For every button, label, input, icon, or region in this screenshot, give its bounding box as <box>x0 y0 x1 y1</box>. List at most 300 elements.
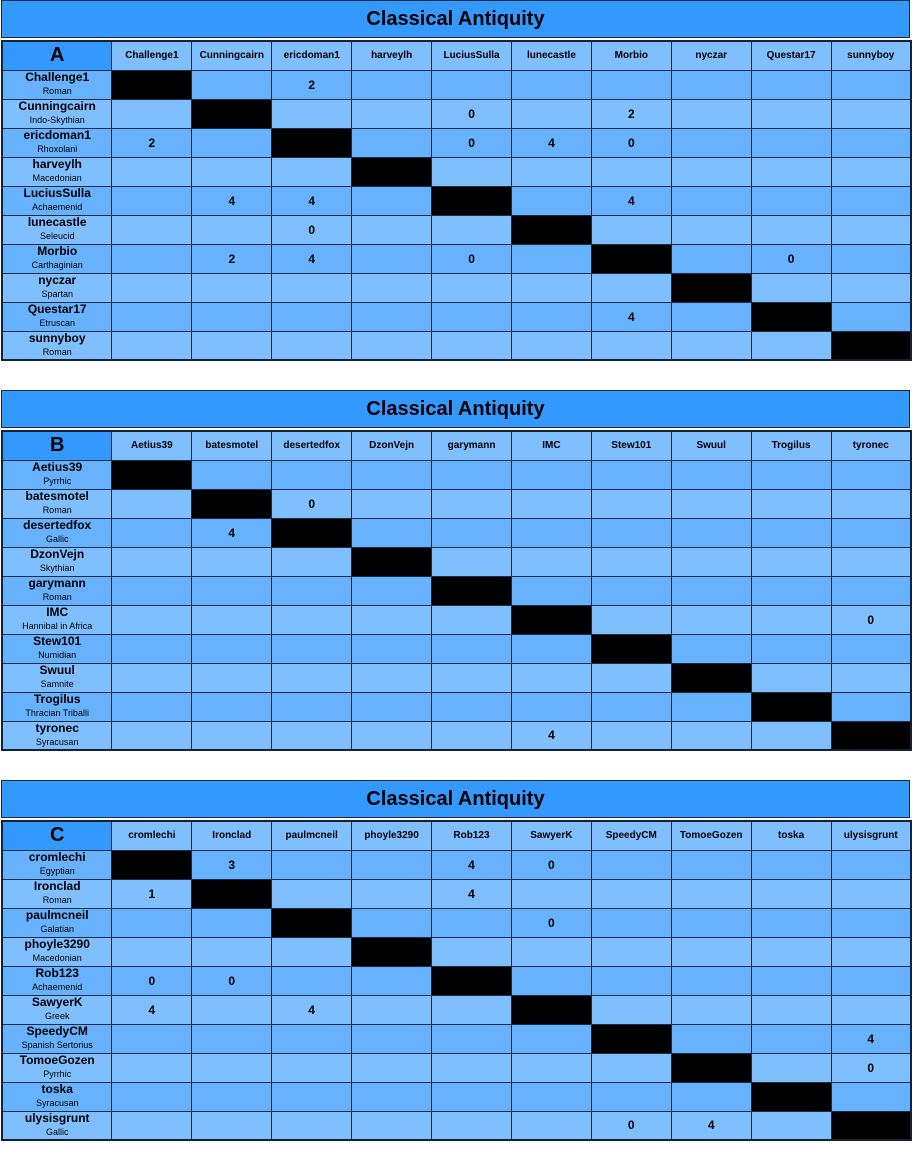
table-row <box>2 244 911 273</box>
result-cell: 4 <box>192 186 272 215</box>
result-cell <box>352 331 432 360</box>
result-cell <box>751 1024 831 1053</box>
result-cell <box>192 1111 272 1140</box>
diagonal-cell <box>591 244 671 273</box>
player-faction: Samnite <box>40 679 74 689</box>
result-cell <box>352 850 432 879</box>
player-name: ulysisgrunt <box>24 1110 90 1125</box>
diagonal-cell <box>831 721 911 750</box>
row-player <box>2 99 112 128</box>
group-letter: B <box>2 431 112 460</box>
diagonal-cell <box>112 460 192 489</box>
player-faction: Egyptian <box>39 866 75 876</box>
player-name: TomoeGozen <box>19 1053 95 1067</box>
result-cell <box>352 692 432 721</box>
result-cell <box>192 995 272 1024</box>
result-cell <box>192 721 272 750</box>
row-player <box>2 1053 112 1082</box>
result-cell <box>512 692 592 721</box>
result-cell <box>192 273 272 302</box>
table-row <box>2 966 911 995</box>
result-cell: 2 <box>272 70 352 99</box>
result-cell <box>671 879 751 908</box>
result-cell <box>432 721 512 750</box>
table-row <box>2 721 911 750</box>
header-row <box>2 821 911 850</box>
result-cell <box>112 186 192 215</box>
row-player <box>2 692 112 721</box>
player-faction: Numidian <box>38 650 77 660</box>
result-cell <box>831 576 911 605</box>
result-cell <box>511 1053 591 1082</box>
column-header: garymann <box>432 431 512 460</box>
result-cell <box>352 273 432 302</box>
result-cell <box>352 1082 432 1111</box>
result-cell: 0 <box>272 489 352 518</box>
diagonal-cell <box>192 879 272 908</box>
result-cell <box>831 186 911 215</box>
diagonal-cell <box>671 273 751 302</box>
column-header: ericdoman1 <box>272 41 352 70</box>
diagonal-cell <box>432 186 512 215</box>
result-cell <box>352 99 432 128</box>
table-row <box>2 302 911 331</box>
result-cell <box>591 692 671 721</box>
result-cell: 2 <box>591 99 671 128</box>
result-cell <box>671 186 751 215</box>
player-name: IMC <box>46 605 69 619</box>
row-player <box>2 128 112 157</box>
result-cell <box>751 995 831 1024</box>
result-cell <box>432 937 512 966</box>
results-table <box>1 820 912 1141</box>
player-faction: Achaemenid <box>32 202 83 212</box>
result-cell <box>591 908 671 937</box>
row-player <box>2 634 112 663</box>
result-cell: 4 <box>192 518 272 547</box>
result-cell <box>272 273 352 302</box>
result-cell <box>432 692 512 721</box>
column-header: tyronec <box>831 431 911 460</box>
result-cell <box>831 663 911 692</box>
result-cell <box>272 1053 352 1082</box>
player-name: Ironclad <box>33 879 81 893</box>
result-cell <box>671 460 751 489</box>
result-cell <box>831 547 911 576</box>
result-cell <box>831 273 911 302</box>
result-cell <box>591 966 671 995</box>
result-cell <box>112 663 192 692</box>
result-cell: 1 <box>112 879 192 908</box>
result-cell <box>352 1024 432 1053</box>
player-faction: Seleucid <box>39 231 75 241</box>
result-cell <box>671 1024 751 1053</box>
result-cell <box>352 215 432 244</box>
player-faction: Carthaginian <box>31 260 83 270</box>
row-player <box>2 721 112 750</box>
result-cell <box>272 157 352 186</box>
player-name: Challenge1 <box>25 70 90 84</box>
result-cell <box>671 70 751 99</box>
result-cell <box>512 331 592 360</box>
result-cell <box>591 605 671 634</box>
player-name: SawyerK <box>31 995 83 1009</box>
result-cell <box>432 518 512 547</box>
result-cell <box>751 937 831 966</box>
result-cell <box>511 937 591 966</box>
player-name: Trogilus <box>33 692 81 706</box>
column-header: Rob123 <box>432 821 512 850</box>
result-cell <box>352 1111 432 1140</box>
player-faction: Macedonian <box>32 173 82 183</box>
column-header: paulmcneil <box>272 821 352 850</box>
result-cell <box>671 937 751 966</box>
row-player <box>2 331 112 360</box>
row-player <box>2 302 112 331</box>
result-cell <box>272 460 352 489</box>
player-name: cromlechi <box>28 850 86 864</box>
player-faction: Gallic <box>45 1126 69 1137</box>
result-cell <box>272 1024 352 1053</box>
result-cell <box>352 634 432 663</box>
result-cell: 0 <box>432 244 512 273</box>
table-row <box>2 128 911 157</box>
diagonal-cell <box>751 302 831 331</box>
column-header: ulysisgrunt <box>831 821 911 850</box>
player-faction: Pyrrhic <box>43 476 72 486</box>
diagonal-cell <box>192 489 272 518</box>
result-cell <box>352 1053 432 1082</box>
result-cell <box>432 605 512 634</box>
result-cell <box>352 70 432 99</box>
result-cell <box>671 995 751 1024</box>
column-header: toska <box>751 821 831 850</box>
table-row <box>2 99 911 128</box>
diagonal-cell <box>671 1053 751 1082</box>
result-cell <box>511 1024 591 1053</box>
result-cell <box>591 937 671 966</box>
result-cell <box>671 215 751 244</box>
result-cell <box>352 908 432 937</box>
result-cell <box>192 576 272 605</box>
group-title: Classical Antiquity <box>1 780 910 818</box>
result-cell: 4 <box>671 1111 751 1140</box>
result-cell <box>112 518 192 547</box>
result-cell <box>352 518 432 547</box>
player-faction: Greek <box>44 1011 70 1021</box>
table-row <box>2 547 911 576</box>
result-cell <box>192 1053 272 1082</box>
table-row <box>2 634 911 663</box>
table-row <box>2 460 911 489</box>
result-cell <box>751 331 831 360</box>
result-cell: 4 <box>591 186 671 215</box>
result-cell <box>272 547 352 576</box>
result-cell <box>591 331 671 360</box>
result-cell: 0 <box>591 128 671 157</box>
result-cell <box>432 157 512 186</box>
row-player <box>2 576 112 605</box>
result-cell <box>671 605 751 634</box>
diagonal-cell <box>831 331 911 360</box>
result-cell <box>352 302 432 331</box>
result-cell <box>512 244 592 273</box>
player-faction: Indo-Skythian <box>29 115 85 125</box>
player-name: Swuul <box>39 663 75 677</box>
player-name: garymann <box>28 576 86 590</box>
result-cell <box>192 1082 272 1111</box>
row-player <box>2 663 112 692</box>
result-cell: 3 <box>192 850 272 879</box>
result-cell: 0 <box>831 605 911 634</box>
result-cell <box>272 1082 352 1111</box>
result-cell <box>831 157 911 186</box>
player-name: desertedfox <box>23 518 92 532</box>
result-cell <box>432 1053 512 1082</box>
player-faction: Thracian Triballi <box>25 708 89 718</box>
row-player <box>2 966 112 995</box>
player-name: Questar17 <box>27 302 87 316</box>
row-player <box>2 1111 112 1140</box>
player-name: Aetius39 <box>32 460 83 474</box>
table-row <box>2 1082 911 1111</box>
result-cell <box>591 489 671 518</box>
result-cell <box>192 663 272 692</box>
result-cell <box>751 850 831 879</box>
column-header: Ironclad <box>192 821 272 850</box>
column-header: batesmotel <box>192 431 272 460</box>
result-cell: 4 <box>432 879 512 908</box>
table-row <box>2 186 911 215</box>
result-cell: 4 <box>272 995 352 1024</box>
table-row <box>2 850 911 879</box>
player-name: Stew101 <box>33 634 82 648</box>
result-cell <box>272 634 352 663</box>
table-row <box>2 273 911 302</box>
result-cell <box>591 663 671 692</box>
result-cell <box>671 634 751 663</box>
result-cell <box>671 908 751 937</box>
result-cell <box>671 128 751 157</box>
diagonal-cell <box>272 128 352 157</box>
result-cell <box>432 489 512 518</box>
result-cell <box>272 302 352 331</box>
result-cell <box>112 157 192 186</box>
result-cell <box>112 605 192 634</box>
result-cell <box>512 70 592 99</box>
result-cell <box>512 157 592 186</box>
group-title: Classical Antiquity <box>1 0 910 38</box>
result-cell <box>512 273 592 302</box>
result-cell <box>192 1024 272 1053</box>
result-cell: 4 <box>432 850 512 879</box>
column-header: IMC <box>512 431 592 460</box>
diagonal-cell <box>751 1082 831 1111</box>
player-faction: Galatian <box>40 924 74 934</box>
result-cell <box>272 966 352 995</box>
result-cell: 0 <box>432 128 512 157</box>
result-cell <box>432 331 512 360</box>
column-header: SpeedyCM <box>591 821 671 850</box>
result-cell <box>112 692 192 721</box>
result-cell <box>591 547 671 576</box>
player-name: harveylh <box>32 157 82 171</box>
result-cell <box>512 576 592 605</box>
result-cell <box>512 518 592 547</box>
diagonal-cell <box>671 663 751 692</box>
result-cell: 4 <box>512 128 592 157</box>
column-header: sunnyboy <box>831 41 911 70</box>
results-table <box>1 430 912 751</box>
result-cell <box>272 692 352 721</box>
result-cell <box>352 605 432 634</box>
result-cell <box>511 1082 591 1111</box>
row-player <box>2 157 112 186</box>
result-cell <box>352 966 432 995</box>
result-cell <box>751 547 831 576</box>
result-cell <box>272 937 352 966</box>
result-cell <box>432 663 512 692</box>
result-cell: 0 <box>272 215 352 244</box>
results-table <box>1 40 912 361</box>
row-player <box>2 605 112 634</box>
result-cell <box>671 547 751 576</box>
result-cell: 4 <box>272 186 352 215</box>
result-cell <box>352 128 432 157</box>
player-faction: Roman <box>42 895 72 905</box>
result-cell <box>272 721 352 750</box>
result-cell <box>751 1053 831 1082</box>
result-cell <box>112 302 192 331</box>
result-cell: 2 <box>192 244 272 273</box>
result-cell <box>112 937 192 966</box>
result-cell <box>192 302 272 331</box>
result-cell: 0 <box>432 99 512 128</box>
row-player <box>2 547 112 576</box>
result-cell <box>112 331 192 360</box>
table-row <box>2 489 911 518</box>
player-faction: Rhoxolani <box>37 144 78 154</box>
result-cell <box>432 70 512 99</box>
result-cell <box>512 547 592 576</box>
column-header: Morbio <box>591 41 671 70</box>
row-player <box>2 937 112 966</box>
result-cell <box>192 128 272 157</box>
result-cell <box>831 518 911 547</box>
result-cell <box>831 850 911 879</box>
diagonal-cell <box>112 70 192 99</box>
table-row <box>2 605 911 634</box>
diagonal-cell <box>352 157 432 186</box>
result-cell <box>432 1024 512 1053</box>
player-faction: Gallic <box>45 534 69 544</box>
result-cell <box>671 966 751 995</box>
result-cell <box>352 995 432 1024</box>
column-header: Trogilus <box>751 431 831 460</box>
result-cell <box>512 634 592 663</box>
result-cell <box>352 460 432 489</box>
result-cell <box>112 634 192 663</box>
result-cell <box>591 1053 671 1082</box>
result-cell <box>432 215 512 244</box>
result-cell <box>112 1111 192 1140</box>
result-cell <box>831 966 911 995</box>
result-cell <box>831 244 911 273</box>
result-cell <box>831 460 911 489</box>
table-row <box>2 1053 911 1082</box>
result-cell <box>591 1082 671 1111</box>
player-name: Morbio <box>37 244 78 258</box>
player-name: Cunningcairn <box>18 99 96 113</box>
result-cell: 0 <box>511 850 591 879</box>
result-cell <box>751 460 831 489</box>
player-faction: Roman <box>42 86 72 96</box>
result-cell <box>831 70 911 99</box>
player-faction: Etruscan <box>39 318 75 328</box>
result-cell <box>432 995 512 1024</box>
result-cell: 0 <box>591 1111 671 1140</box>
result-cell <box>671 576 751 605</box>
result-cell <box>591 721 671 750</box>
result-cell <box>591 879 671 908</box>
result-cell: 4 <box>831 1024 911 1053</box>
result-cell <box>352 576 432 605</box>
result-cell <box>272 663 352 692</box>
result-cell <box>192 331 272 360</box>
player-name: paulmcneil <box>25 908 89 922</box>
result-cell <box>671 850 751 879</box>
result-cell <box>352 244 432 273</box>
result-cell <box>112 215 192 244</box>
result-cell <box>751 128 831 157</box>
result-cell <box>112 908 192 937</box>
column-header: SawyerK <box>511 821 591 850</box>
result-cell <box>831 995 911 1024</box>
diagonal-cell <box>511 995 591 1024</box>
result-cell <box>112 547 192 576</box>
result-cell <box>272 576 352 605</box>
result-cell <box>671 157 751 186</box>
player-name: DzonVejn <box>30 547 85 561</box>
player-faction: Spartan <box>41 289 73 299</box>
result-cell <box>671 99 751 128</box>
table-row <box>2 692 911 721</box>
result-cell <box>591 273 671 302</box>
result-cell <box>591 460 671 489</box>
result-cell <box>112 1053 192 1082</box>
result-cell <box>112 273 192 302</box>
result-cell <box>751 663 831 692</box>
result-cell <box>671 518 751 547</box>
player-faction: Roman <box>42 505 72 515</box>
row-player <box>2 1082 112 1111</box>
row-player <box>2 460 112 489</box>
result-cell <box>432 634 512 663</box>
player-faction: Macedonian <box>32 953 82 963</box>
result-cell <box>272 99 352 128</box>
table-row <box>2 518 911 547</box>
result-cell: 0 <box>831 1053 911 1082</box>
result-cell <box>591 995 671 1024</box>
result-cell: 4 <box>512 721 592 750</box>
column-header: harveylh <box>352 41 432 70</box>
diagonal-cell <box>591 634 671 663</box>
result-cell <box>192 692 272 721</box>
result-cell: 0 <box>112 966 192 995</box>
result-cell <box>432 302 512 331</box>
result-cell <box>751 518 831 547</box>
player-name: SpeedyCM <box>26 1024 88 1038</box>
